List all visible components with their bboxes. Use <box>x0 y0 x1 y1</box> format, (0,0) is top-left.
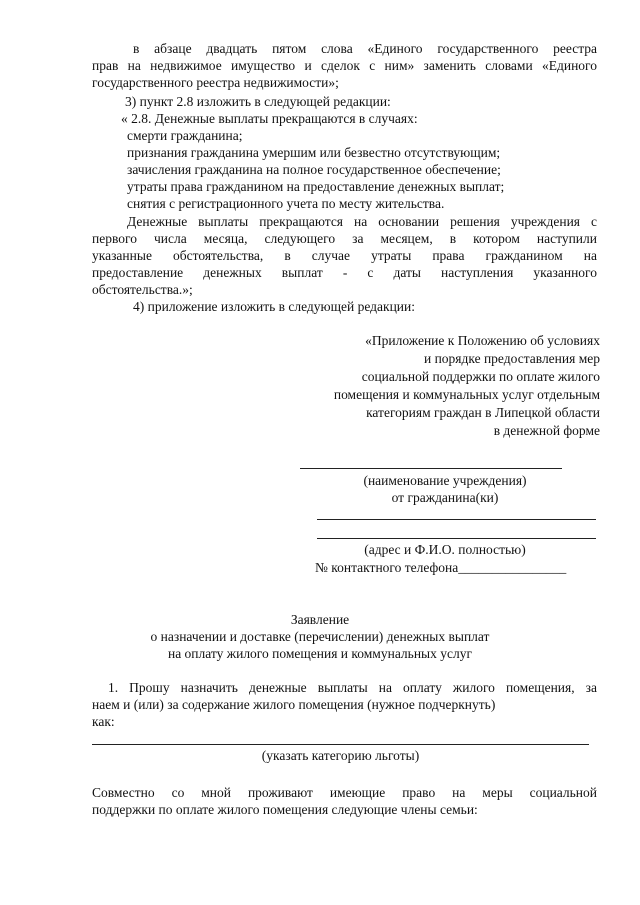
appendix-header-line: категориям граждан в Липецкой области <box>366 405 600 420</box>
appendix-header-line: в денежной форме <box>493 423 600 438</box>
item1-line3: как: <box>92 714 115 729</box>
amendment-p4-line2: первого числа месяца, следующего за месяцем, в котором наступили <box>92 231 597 246</box>
address-line-2[interactable] <box>317 538 596 539</box>
institution-caption: (наименование учреждения) <box>363 473 527 488</box>
appendix-header-line: «Приложение к Положению об условиях <box>365 333 600 348</box>
amendment-p2: 3) пункт 2.8 изложить в следующей редакции: <box>125 94 391 109</box>
case-item: утраты права гражданином на предоставление денежных выплат; <box>127 179 505 194</box>
category-line[interactable] <box>92 744 589 745</box>
amendment-p1-line2: прав на недвижимое имущество и сделок с ним» заменить словами «Единого <box>92 58 597 73</box>
appendix-header-line: социальной поддержки по оплате жилого <box>361 369 600 384</box>
case-item: признания гражданина умершим или безвестно отсутствующим; <box>127 145 501 160</box>
appendix-header-line: помещения и коммунальных услуг отдельным <box>333 387 600 402</box>
amendment-p4-line4: предоставление денежных выплат - с даты наступления указанного <box>92 265 597 280</box>
category-caption: (указать категорию льготы) <box>261 748 420 763</box>
amendment-p5: 4) приложение изложить в следующей редакции: <box>133 299 416 314</box>
case-item: снятия с регистрационного учета по месту жительства. <box>127 196 445 211</box>
statement-subtitle-line2: на оплату жилого помещения и коммунальных услуг <box>167 646 473 661</box>
phone-label: № контактного телефона________________ <box>315 560 567 575</box>
from-label: от гражданина(ки) <box>391 490 499 505</box>
statement-subtitle-line1: о назначении и доставке (перечислении) денежных выплат <box>150 629 490 644</box>
family-line1: Совместно со мной проживают имеющие право на меры социальной <box>92 785 597 800</box>
case-item: зачисления гражданина на полное государственное обеспечение; <box>127 162 501 177</box>
case-item: смерти гражданина; <box>127 128 243 143</box>
amendment-p3: « 2.8. Денежные выплаты прекращаются в случаях: <box>121 111 418 126</box>
statement-title: Заявление <box>290 612 350 627</box>
amendment-p4-line5: обстоятельства.»; <box>92 282 193 297</box>
address-caption: (адрес и Ф.И.О. полностью) <box>364 542 526 557</box>
amendment-p1-line3: государственного реестра недвижимости»; <box>92 75 339 90</box>
amendment-p1-line1: в абзаце двадцать пятом слова «Единого государственного реестра <box>133 41 597 56</box>
address-line-1[interactable] <box>317 519 596 520</box>
item1-line1: 1. Прошу назначить денежные выплаты на оплату жилого помещения, за <box>108 680 597 695</box>
amendment-p4-line1: Денежные выплаты прекращаются на основании решения учреждения с <box>127 214 597 229</box>
item1-line2: наем и (или) за содержание жилого помещения (нужное подчеркнуть) <box>92 697 496 712</box>
family-line2: поддержки по оплате жилого помещения следующие члены семьи: <box>92 802 478 817</box>
institution-line[interactable] <box>300 468 562 469</box>
amendment-p4-line3: указанные обстоятельства, в случае утраты права гражданином на <box>92 248 597 263</box>
appendix-header-line: и порядке предоставления мер <box>423 351 600 366</box>
